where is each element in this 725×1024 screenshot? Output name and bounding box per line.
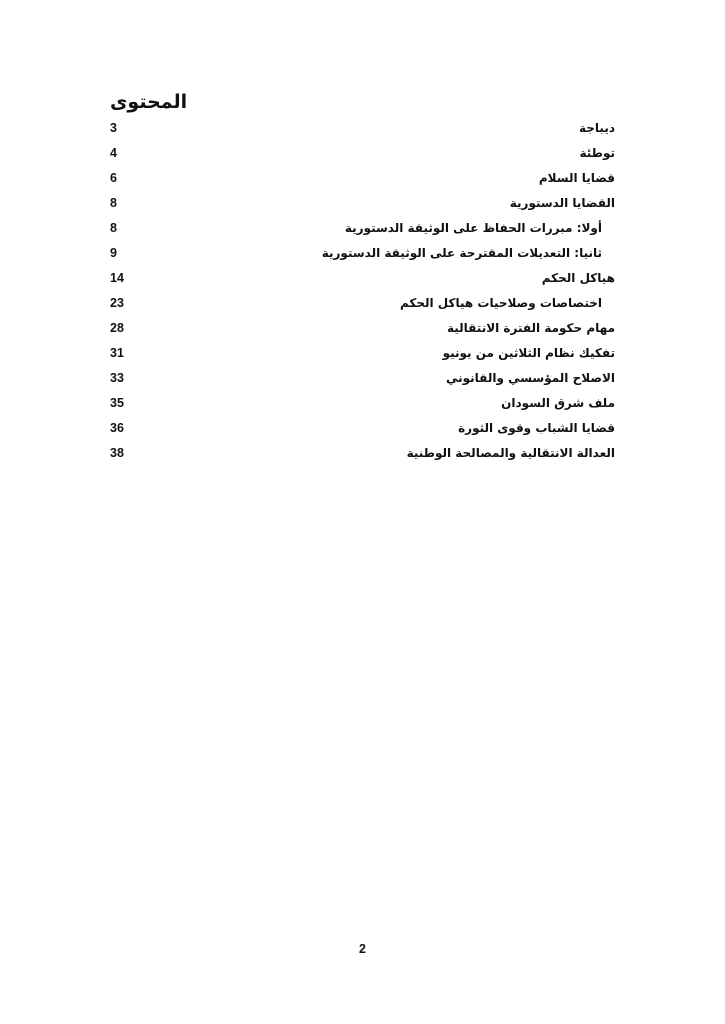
toc-entry-text: ملف شرق السودان	[501, 396, 615, 410]
toc-entry-text: ديباجة	[579, 121, 615, 135]
toc-entry-page: 9	[110, 246, 117, 260]
toc-entry-text: تفكيك نظام الثلاثين من يونيو	[442, 346, 615, 360]
toc-entry-page: 8	[110, 221, 117, 235]
toc-entry-page: 28	[110, 321, 124, 335]
toc-entry-page: 8	[110, 196, 117, 210]
toc-entry-text: قضايا السلام	[538, 171, 615, 185]
toc-title: المحتوى	[110, 91, 188, 113]
toc-entry-text: توطئة	[579, 146, 615, 160]
toc-subentry[interactable]	[110, 241, 615, 266]
toc-entry-text: ثانيا: التعديلات المقترحة على الوثيقة الدستورية	[321, 246, 602, 260]
toc-subentry[interactable]	[110, 216, 615, 241]
toc-entry-page: 36	[110, 421, 124, 435]
toc-entry-page: 31	[110, 346, 124, 360]
toc-entry-text: الاصلاح المؤسسي والقانوني	[446, 371, 615, 385]
toc-entry-page: 35	[110, 396, 124, 410]
toc-entry[interactable]	[110, 316, 615, 341]
toc-entry-page: 3	[110, 121, 117, 135]
toc-entry[interactable]	[110, 166, 615, 191]
toc-entry-text: اختصاصات وصلاحيات هياكل الحكم	[399, 296, 602, 310]
toc-entry[interactable]	[110, 141, 615, 166]
toc-entry-page: 23	[110, 296, 124, 310]
toc-entry[interactable]	[110, 391, 615, 416]
toc-entry[interactable]	[110, 116, 615, 141]
toc-entry[interactable]	[110, 266, 615, 291]
toc-entry-page: 33	[110, 371, 124, 385]
table-of-contents	[110, 88, 615, 466]
toc-entry-page: 14	[110, 271, 124, 285]
toc-entry-page: 4	[110, 146, 117, 160]
page-number: 2	[359, 942, 366, 956]
toc-entry[interactable]	[110, 416, 615, 441]
toc-entry-page: 38	[110, 446, 124, 460]
toc-entry-text: قضايا الشباب وقوى الثورة	[458, 421, 615, 435]
toc-entry[interactable]	[110, 341, 615, 366]
toc-entry-page: 6	[110, 171, 117, 185]
toc-entry-text: أولا: مبررات الحفاظ على الوثيقة الدستورية	[344, 221, 602, 235]
toc-entry-text: القضايا الدستورية	[509, 196, 615, 210]
toc-subentry[interactable]	[110, 291, 615, 316]
toc-entry-text: العدالة الانتقالية والمصالحة الوطنية	[406, 446, 615, 460]
toc-entry[interactable]	[110, 366, 615, 391]
toc-entry-text: هياكل الحكم	[541, 271, 615, 285]
toc-entry[interactable]	[110, 191, 615, 216]
toc-entry[interactable]	[110, 441, 615, 466]
toc-entry-text: مهام حكومة الفترة الانتقالية	[446, 321, 615, 335]
